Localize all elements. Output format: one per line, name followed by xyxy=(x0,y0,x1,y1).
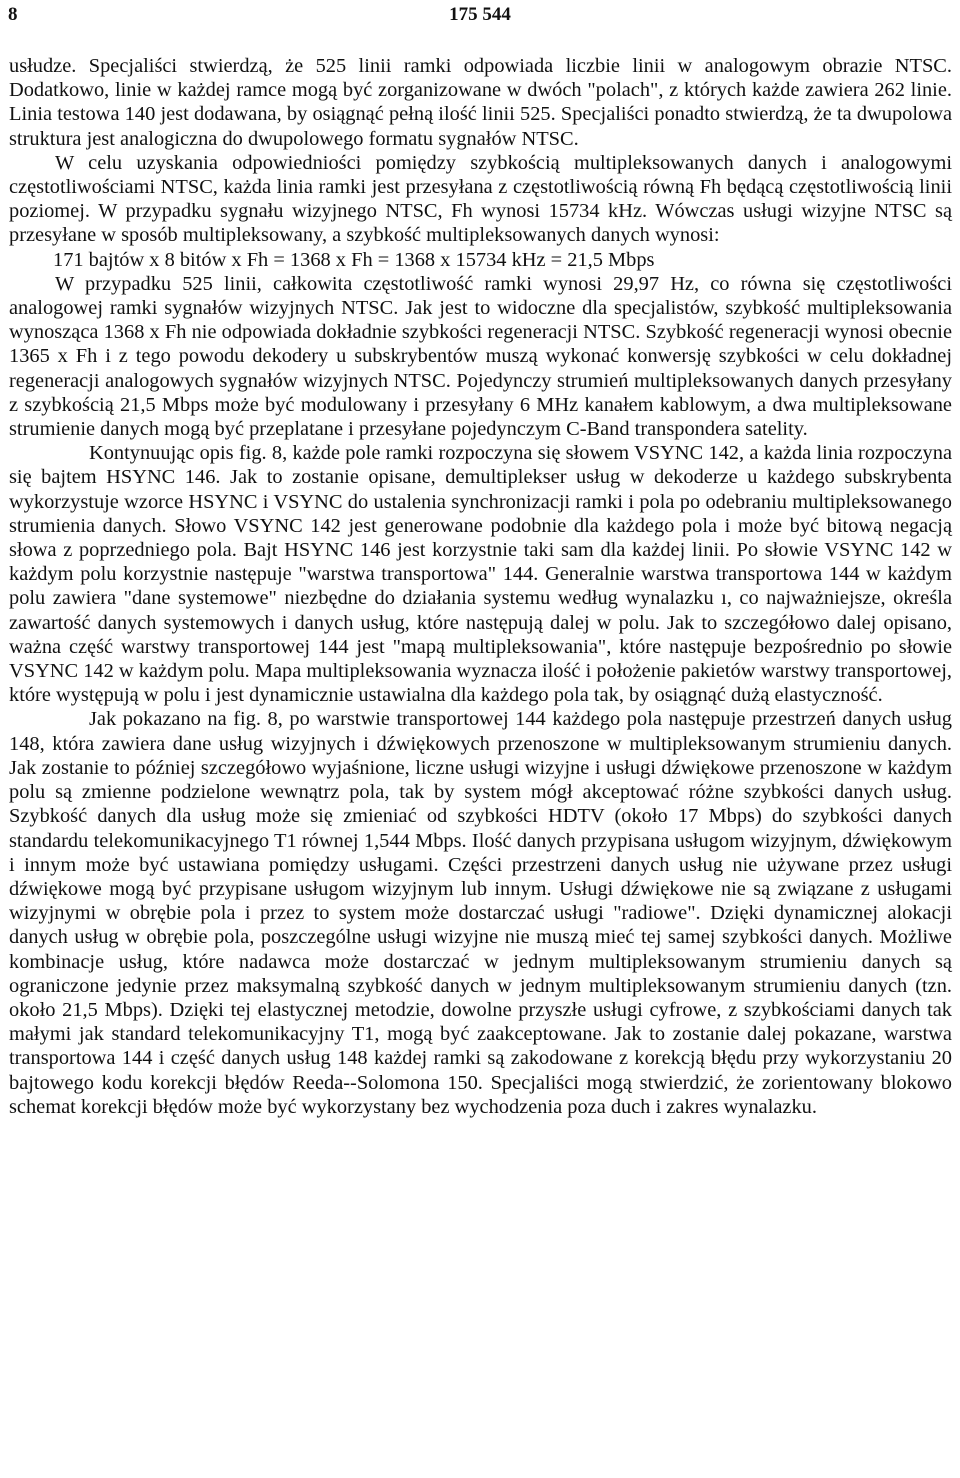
paragraph-3: W przypadku 525 linii, całkowita częstotliwość ramki wynosi 29,97 Hz, co równa się częstotliwości analogowej ramki sygnałów wizyjnych NTSC. Jak jest to widoczne dla specjalistów, szybkość multipleksowania wynosząca 1368 x Fh nie odpowiada dokładnie szybkości regeneracji NTSC. Szybkość regeneracji wynosi obecnie 1365 x Fh i z tego powodu dekodery u subskrybentów muszą wykonać konwersję szybkości w celu dokładnej regeneracji analogowych sygnałów wizyjnych NTSC. Pojedynczy strumień multipleksowanych danych przesyłany z szybkością 21,5 Mbps może być modulowany i przesyłany 6 MHz kanałem kablowym, a dwa multipleksowane strumienie danych mogą być przeplatane i przesyłane pojedynczym C-Band transpondera satelity. xyxy=(9,272,952,441)
paragraph-1: usłudze. Specjaliści stwierdzą, że 525 linii ramki odpowiada liczbie linii w analogowym obrazie NTSC. Dodatkowo, linie w każdej ramce mogą być zorganizowane w dwóch "polach", z których każde zawiera 262 linie. Linia testowa 140 jest dodawana, by osiągnąć pełną ilość linii 525. Specjaliści ponadto stwierdzą, że ta dwupolowa struktura jest analogiczna do dwupolowego formatu sygnałów NTSC. xyxy=(9,55,952,150)
document-number: 175 544 xyxy=(449,4,511,25)
paragraph-2: W celu uzyskania odpowiedniości pomiędzy szybkością multipleksowanych danych i analogowymi częstotliwościami NTSC, każda linia ramki jest przesyłana z częstotliwością równą Fh będącą częstotliwością linii poziomej. W przypadku sygnału wizyjnego NTSC, Fh wynosi 15734 kHz. Wówczas usługi wizyjne NTSC są przesyłane w sposób multipleksowany, a szybkość multipleksowanych danych wynosi: xyxy=(9,151,952,247)
page-number: 8 xyxy=(8,4,18,25)
paragraph-5: Jak pokazano na fig. 8, po warstwie transportowej 144 każdego pola następuje przestrzeń danych usług 148, która zawiera dane usług wizyjnych i dźwiękowych przenoszone w multipleksowanym strumieniu danych. Jak zostanie to później szczegółowo wyjaśnione, liczne usługi wizyjne i usługi dźwiękowe przenoszone w każdym polu są zmienne podzielone wewnątrz pola, tak by system mógł akceptować różne szybkości danych usług. Szybkość danych dla usług może się zmieniać od szybkości HDTV (około 17 Mbps) do szybkości danych standardu telekomunikacyjnego T1 równej 1,544 Mbps. Ilość danych przypisana usługom wizyjnym, dźwiękowym i innym może być ustawiana pomiędzy usługami. Części przestrzeni danych usług nie używane przez usługi dźwiękowe mogą być przypisane usługom wizyjnym lub innym. Usługi dźwiękowe nie są związane z usługami wizyjnymi w obrębie pola i przez to system może dostarczać usługi "radiowe". Dzięki dynamicznej alokacji danych usług w obrębie pola, poszczególne usługi wizyjne nie muszą mieć tej samej szybkości danych. Możliwe kombinacje usług, które nadawca może dostarczać w jednym multipleksowanym strumieniu danych są ograniczone jedynie przez maksymalną szybkość danych w jednym multipleksowanym strumieniu danych (tzn. około 21,5 Mbps). Dzięki tej elastycznej metodzie, dowolne przyszłe usługi cyfrowe, z szybkościami danych tak małymi jak standard telekomunikacyjny T1, mogą być zaakceptowane. Jak to zostanie dalej pokazane, warstwa transportowa 144 i część danych usług 148 każdej ramki są zakodowane z korekcją błędu przy wykorzystaniu 20 bajtowego kodu korekcji błędów Reeda--Solomona 150. Specjaliści mogą stwierdzić, że zorientowany blokowo schemat korekcji błędów może być wykorzystany bez wychodzenia poza duch i zakres wynalazku. xyxy=(9,708,952,1118)
document-body xyxy=(9,54,952,1119)
paragraph-4: Kontynuując opis fig. 8, każde pole ramki rozpoczyna się słowem VSYNC 142, a każda linia rozpoczyna się bajtem HSYNC 146. Jak to zostanie opisane, demultiplekser usług w dekoderze u każdego subskrybenta wykorzystuje wzorce HSYNC i VSYNC do ustalenia synchronizacji ramki i pola po odebraniu multipleksowanego strumienia danych. Słowo VSYNC 142 jest generowane podobnie dla każdego pola i może być bitową negacją słowa z poprzedniego pola. Bajt HSYNC 146 jest korzystnie taki sam dla każdej linii. Po słowie VSYNC 142 w każdym polu korzystnie następuje "warstwa transportowa" 144. Generalnie warstwa transportowa 144 w każdym polu zawiera "dane systemowe" niezbędne do działania systemu według wynalazku ı, co najważniejsze, określa zawartość danych systemowych i danych usług, które następują dalej w polu. Jak to szczegółowo dalej opisano, ważna część warstwy transportowej 144 jest "mapą multipleksowania", które następuje bezpośrednio po słowie VSYNC 142 w każdym polu. Mapa multipleksowania wyznacza ilość i położenie pakietów warstwy transportowej, które występują w polu i jest dynamicznie ustawialna dla każdego pola tak, by osiągnąć dużą elastyczność. xyxy=(9,442,952,707)
formula-line: 171 bajtów x 8 bitów x Fh = 1368 x Fh = 1368 x 15734 kHz = 21,5 Mbps xyxy=(53,248,655,271)
